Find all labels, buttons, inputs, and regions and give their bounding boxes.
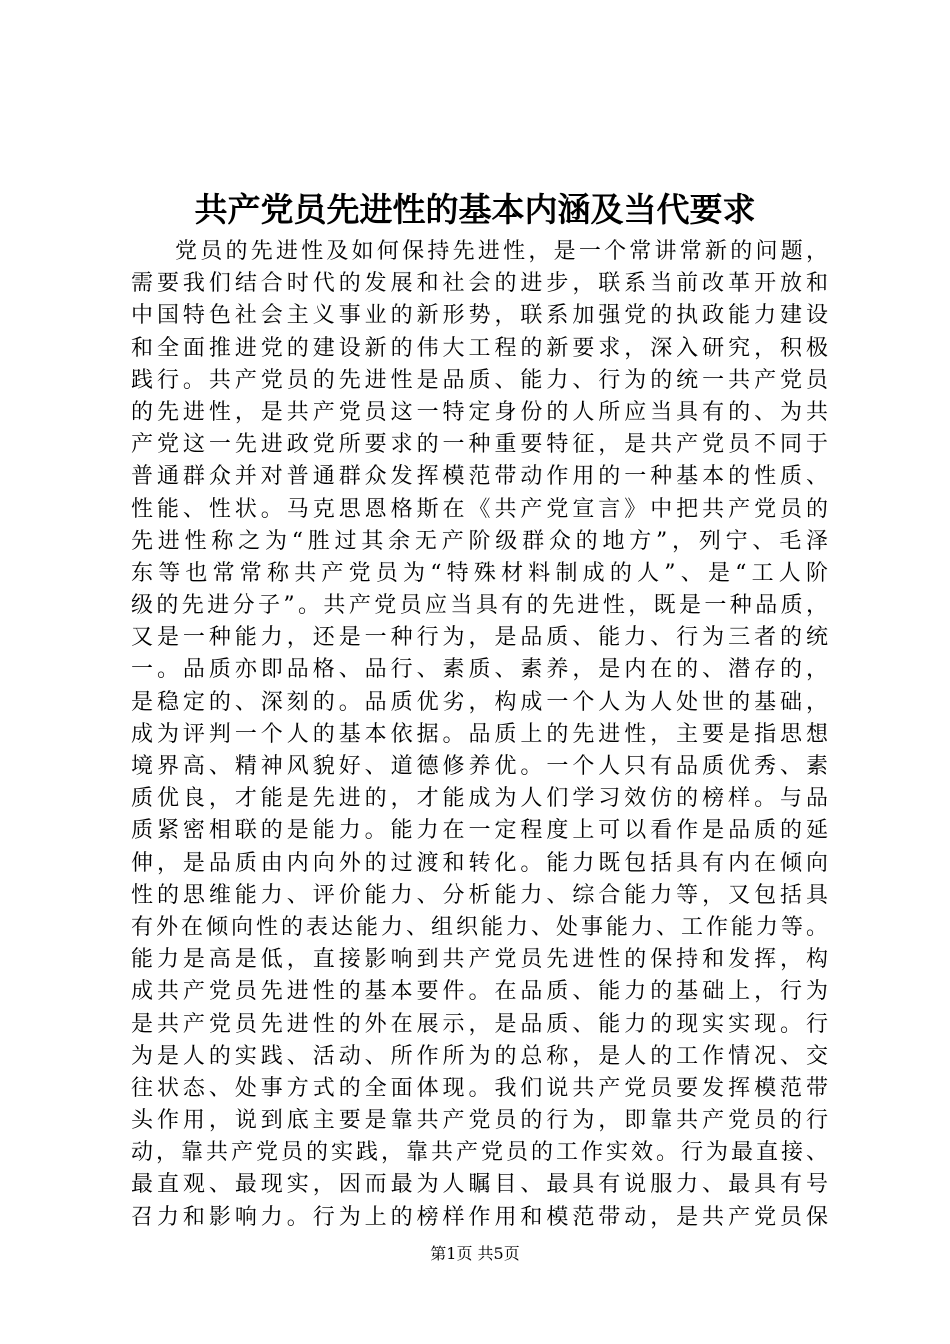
body-line: 往状态、处事方式的全面体现。我们说共产党员要发挥模范带 [131,1075,831,1101]
body-line: 和全面推进党的建设新的伟大工程的新要求，深入研究，积极 [131,335,831,361]
page-title: 共产党员先进性的基本内涵及当代要求 [194,190,756,229]
body-line: 是共产党员先进性的外在展示，是品质、能力的现实实现。行 [131,1011,831,1037]
body-line: 质优良，才能是先进的，才能成为人们学习效仿的榜样。与品 [131,786,831,812]
body-line: 伸，是品质由内向外的过渡和转化。能力既包括具有内在倾向 [131,850,831,876]
body-line: 境界高、精神风貌好、道德修养优。一个人只有品质优秀、素 [131,754,831,779]
body-text [131,236,831,1234]
body-line: 动，靠共产党员的实践，靠共产党员的工作实效。行为最直接、 [131,1140,832,1166]
body-line: 召力和影响力。行为上的榜样作用和模范带动，是共产党员保 [131,1204,831,1230]
body-line: 质紧密相联的是能力。能力在一定程度上可以看作是品质的延 [131,818,831,844]
body-line: 能力是高是低，直接影响到共产党员先进性的保持和发挥，构 [131,947,831,973]
body-line: 最直观、最现实，因而最为人瞩目、最具有说服力、最具有号 [131,1172,831,1198]
body-line: 性的思维能力、评价能力、分析能力、综合能力等，又包括具 [131,882,831,908]
body-line: 成为评判一个人的基本依据。品质上的先进性，主要是指思想 [131,721,831,747]
body-line: 产党这一先进政党所要求的一种重要特征，是共产党员不同于 [131,432,831,458]
body-line: 有外在倾向性的表达能力、组织能力、处事能力、工作能力等。 [131,914,832,940]
body-line: 东等也常常称共产党员为“特殊材料制成的人”、是“工人阶 [131,560,831,586]
body-line: 一。品质亦即品格、品行、素质、素养，是内在的、潜存的， [131,657,831,683]
page-footer: 第1页 共5页 [430,1244,520,1263]
body-line: 头作用，说到底主要是靠共产党员的行为，即靠共产党员的行 [131,1108,831,1134]
body-line: 又是一种能力，还是一种行为，是品质、能力、行为三者的统 [131,625,831,651]
body-line: 先进性称之为“胜过其余无产阶级群众的地方”，列宁、毛泽 [131,528,831,554]
body-line: 为是人的实践、活动、所作所为的总称，是人的工作情况、交 [131,1043,831,1069]
body-line: 需要我们结合时代的发展和社会的进步，联系当前改革开放和 [131,271,831,297]
body-line: 的先进性，是共产党员这一特定身份的人所应当具有的、为共 [131,399,831,425]
body-line: 是稳定的、深刻的。品质优劣，构成一个人为人处世的基础， [131,689,831,715]
body-line: 级的先进分子”。共产党员应当具有的先进性，既是一种品质， [131,593,831,619]
body-line: 成共产党员先进性的基本要件。在品质、能力的基础上，行为 [131,979,831,1005]
body-line: 中国特色社会主义事业的新形势，联系加强党的执政能力建设 [131,303,831,329]
body-line: 性能、性状。马克思恩格斯在《共产党宣言》中把共产党员的 [131,496,831,522]
body-line: 普通群众并对普通群众发挥模范带动作用的一种基本的性质、 [131,464,831,490]
body-line: 党员的先进性及如何保持先进性，是一个常讲常新的问题， [175,239,831,264]
body-line: 践行。共产党员的先进性是品质、能力、行为的统一共产党员 [131,367,831,393]
